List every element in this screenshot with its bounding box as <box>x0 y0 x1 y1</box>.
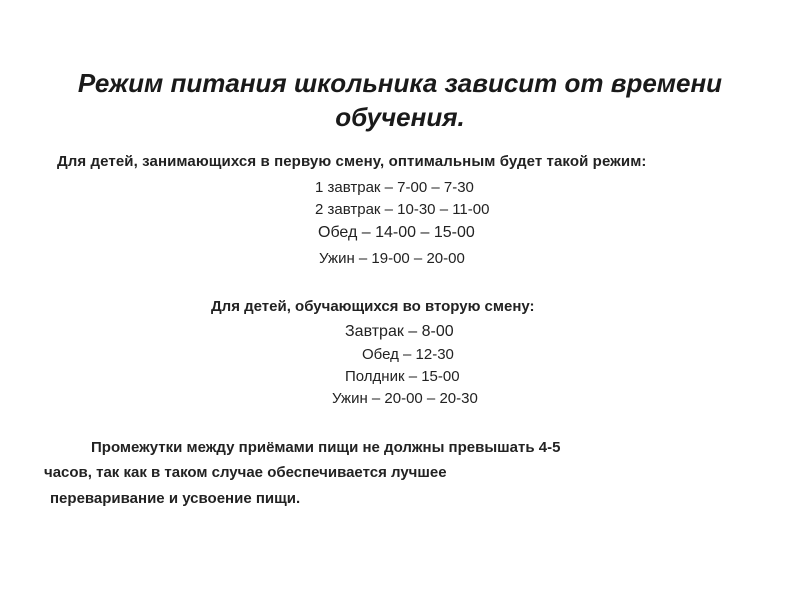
second-shift-meal-3: Полдник – 15-00 <box>345 368 460 385</box>
first-shift-meal-3: Обед – 14-00 – 15-00 <box>318 224 475 241</box>
note-line-1: Промежутки между приёмами пищи не должны превышать 4-5 <box>91 439 561 456</box>
first-shift-meal-2: 2 завтрак – 10-30 – 11-00 <box>315 201 490 218</box>
first-shift-meal-4: Ужин – 19-00 – 20-00 <box>319 250 465 267</box>
first-shift-heading: Для детей, занимающихся в первую смену, оптимальным будет такой режим: <box>57 153 647 170</box>
second-shift-meal-1: Завтрак – 8-00 <box>345 323 454 340</box>
note-line-3: переваривание и усвоение пищи. <box>50 490 301 507</box>
note-line-2: часов, так как в таком случае обеспечивается лучшее <box>44 464 447 481</box>
slide-title: Режим питания школьника зависит от времени обучения. <box>77 68 723 132</box>
second-shift-heading: Для детей, обучающихся во вторую смену: <box>211 298 535 315</box>
second-shift-meal-2: Обед – 12-30 <box>362 346 454 363</box>
second-shift-meal-4: Ужин – 20-00 – 20-30 <box>332 390 478 407</box>
first-shift-meal-1: 1 завтрак – 7-00 – 7-30 <box>315 179 474 196</box>
